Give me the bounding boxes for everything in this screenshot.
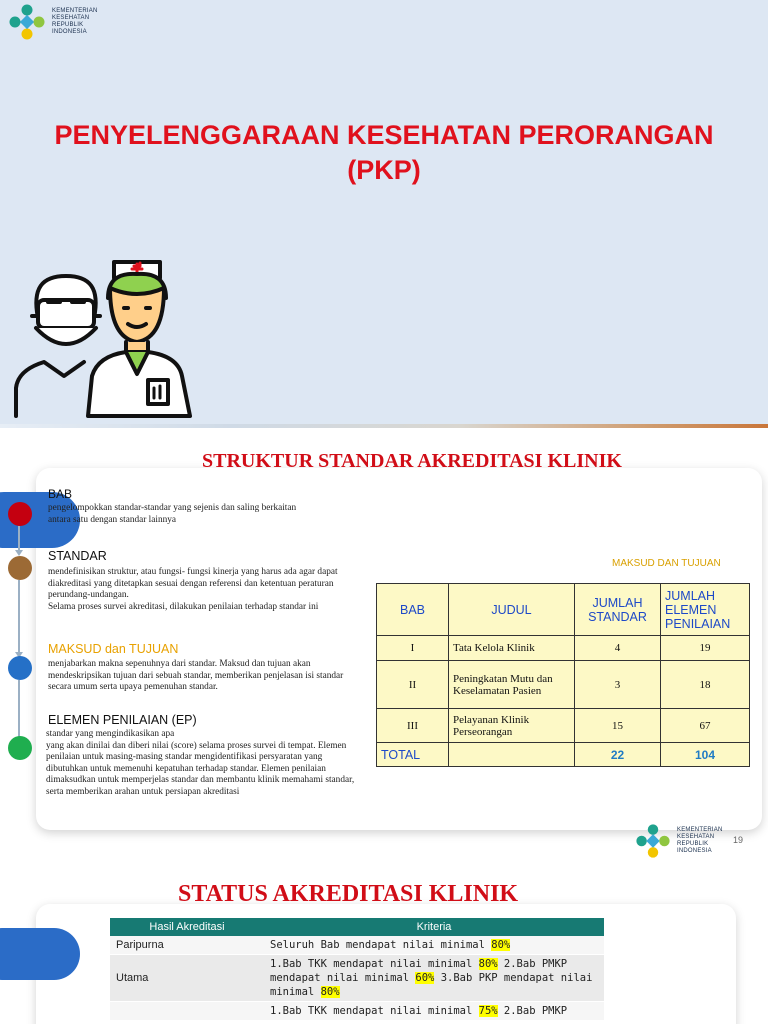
cell-empty: [449, 743, 575, 767]
cell-standar: 3: [575, 661, 661, 709]
section-heading-maksud: MAKSUD dan TUJUAN: [48, 642, 179, 656]
kemenkes-logo: [6, 2, 98, 42]
logo-line: REPUBLIK: [677, 841, 709, 847]
table-total-row: [377, 743, 750, 767]
decorative-strip: [0, 424, 768, 428]
table-header: BAB: [377, 584, 449, 636]
cell-judul: Tata Kelola Klinik: [449, 636, 575, 661]
cell-judul: Pelayanan Klinik Perseorangan: [449, 709, 575, 743]
logo-line: INDONESIA: [52, 29, 87, 35]
section-heading-elemen: ELEMEN PENILAIAN (EP): [48, 713, 197, 727]
slide-struktur-standar: [0, 434, 768, 866]
table-row: [377, 709, 750, 743]
table-header: Kriteria: [264, 918, 604, 936]
section-body-elemen: standar yang mengindikasikan apa yang akan dinilai dan diberi nilai (score) selama proses survei di tempat. Elemen penilaian untuk masing-masing standar mengidentifikasi persyaratan yang dibutuhkan untuk memenuhi kepatuhan terhadap standar. Elemen penilaian dimaksudkan untuk memperjelas standar dan membantu klinik memahami standar, serta memberikan arahan untuk persiapan akreditasi: [46, 729, 355, 797]
cell-hasil: Paripurna: [110, 936, 264, 955]
cell-elemen: 67: [661, 709, 750, 743]
status-table: [110, 918, 604, 1021]
section-heading-bab: BAB: [48, 487, 73, 501]
logo-line: KESEHATAN: [677, 834, 715, 840]
section-heading-standar: STANDAR: [48, 549, 107, 563]
timeline-dot-bab: [8, 502, 32, 526]
cell-bab: II: [377, 661, 449, 709]
table-row: [377, 661, 750, 709]
slide-title: STATUS AKREDITASI KLINIK: [178, 881, 519, 907]
logo-line: REPUBLIK: [52, 22, 84, 28]
table-header: JUDUL: [449, 584, 575, 636]
cell-standar: 4: [575, 636, 661, 661]
table-header-row: [110, 918, 604, 936]
table-header: JUMLAH ELEMEN PENILAIAN: [661, 584, 750, 636]
total-elemen: 104: [661, 743, 750, 767]
kriteria-text: 2.Bab PMKP: [497, 1005, 568, 1017]
table-row: [110, 955, 604, 1002]
logo-text: [52, 8, 98, 36]
cell-standar: 15: [575, 709, 661, 743]
total-standar: 22: [575, 743, 661, 767]
kemenkes-logo-icon: [6, 2, 48, 42]
kemenkes-logo: [633, 822, 723, 860]
timeline-dot-elemen: [8, 736, 32, 760]
title-line-1: PENYELENGGARAAN KESEHATAN PERORANGAN: [54, 120, 714, 150]
slide-pkp-title: [0, 0, 768, 428]
timeline-dot-maksud: [8, 656, 32, 680]
cell-kriteria: [264, 936, 604, 955]
page-number: 19: [733, 835, 744, 845]
nurse-icon: [88, 262, 190, 416]
slide-title: STRUKTUR STANDAR AKREDITASI KLINIK: [202, 450, 622, 472]
cell-kriteria: [264, 1002, 604, 1021]
patient-icon: [16, 276, 100, 416]
total-label: TOTAL: [377, 743, 449, 767]
table-header: Hasil Akreditasi: [110, 918, 264, 936]
table-header: JUMLAH STANDAR: [575, 584, 661, 636]
kriteria-text: Seluruh Bab mendapat nilai minimal: [270, 939, 492, 951]
table-row: [377, 636, 750, 661]
patient-nurse-illustration: [8, 248, 204, 420]
table-row: [110, 1002, 604, 1021]
logo-line: KEMENTERIAN: [677, 827, 723, 833]
table-header-row: [377, 584, 750, 636]
kriteria-text: 1.Bab TKK mendapat nilai minimal: [270, 958, 479, 970]
table-row: [110, 936, 604, 955]
logo-line: INDONESIA: [677, 848, 712, 854]
cell-elemen: 19: [661, 636, 750, 661]
kriteria-highlight: 80%: [491, 939, 511, 951]
kriteria-highlight: 60%: [415, 972, 435, 984]
maksud-label: MAKSUD DAN TUJUAN: [612, 558, 721, 569]
kemenkes-logo-icon: [633, 822, 673, 860]
struktur-table: [376, 583, 750, 767]
cell-hasil: Utama: [110, 955, 264, 1002]
kriteria-text: 2.Bab PMKP mendapat nilai minimal: [270, 958, 568, 984]
logo-text: [677, 827, 723, 855]
logo-line: KESEHATAN: [52, 15, 90, 21]
kriteria-text: 3.Bab PKP mendapat nilai minimal: [270, 972, 593, 998]
decorative-tab: [0, 928, 80, 980]
cell-bab: III: [377, 709, 449, 743]
cell-bab: I: [377, 636, 449, 661]
timeline-line: [18, 526, 20, 550]
slide-status-akreditasi: [0, 866, 768, 1024]
cell-kriteria: [264, 955, 604, 1002]
kriteria-text: 1.Bab TKK mendapat nilai minimal: [270, 1005, 479, 1017]
slide-title: [0, 118, 768, 188]
cell-hasil: [110, 1002, 264, 1021]
kriteria-highlight: 75%: [478, 1005, 498, 1017]
timeline-dot-standar: [8, 556, 32, 580]
section-body-standar: mendefinisikan struktur, atau fungsi- fungsi kinerja yang harus ada agar dapat diakreditasi yang ditetapkan sesuai dengan referensi dan ketentuan peraturan perundang-undangan. Selama proses survei akreditasi, dilakukan penilaian terhadap standar ini: [48, 567, 338, 612]
kriteria-highlight: 80%: [320, 986, 340, 998]
timeline-line: [18, 680, 20, 744]
section-body-maksud: menjabarkan makna sepenuhnya dari standar. Maksud dan tujuan akan mendeskripsikan tujuan dari sebuah standar, memberikan penjelasan isi standar secara umum serta upaya pemenuhan standar.: [48, 659, 344, 693]
section-body-bab: pengelompokkan standar-standar yang sejenis dan saling berkaitan antara satu dengan standar lainnya: [48, 503, 297, 525]
kriteria-highlight: 80%: [478, 958, 498, 970]
logo-line: KEMENTERIAN: [52, 8, 98, 14]
title-line-2: (PKP): [347, 155, 421, 185]
cell-elemen: 18: [661, 661, 750, 709]
timeline-line: [18, 580, 20, 654]
cell-judul: Peningkatan Mutu dan Keselamatan Pasien: [449, 661, 575, 709]
